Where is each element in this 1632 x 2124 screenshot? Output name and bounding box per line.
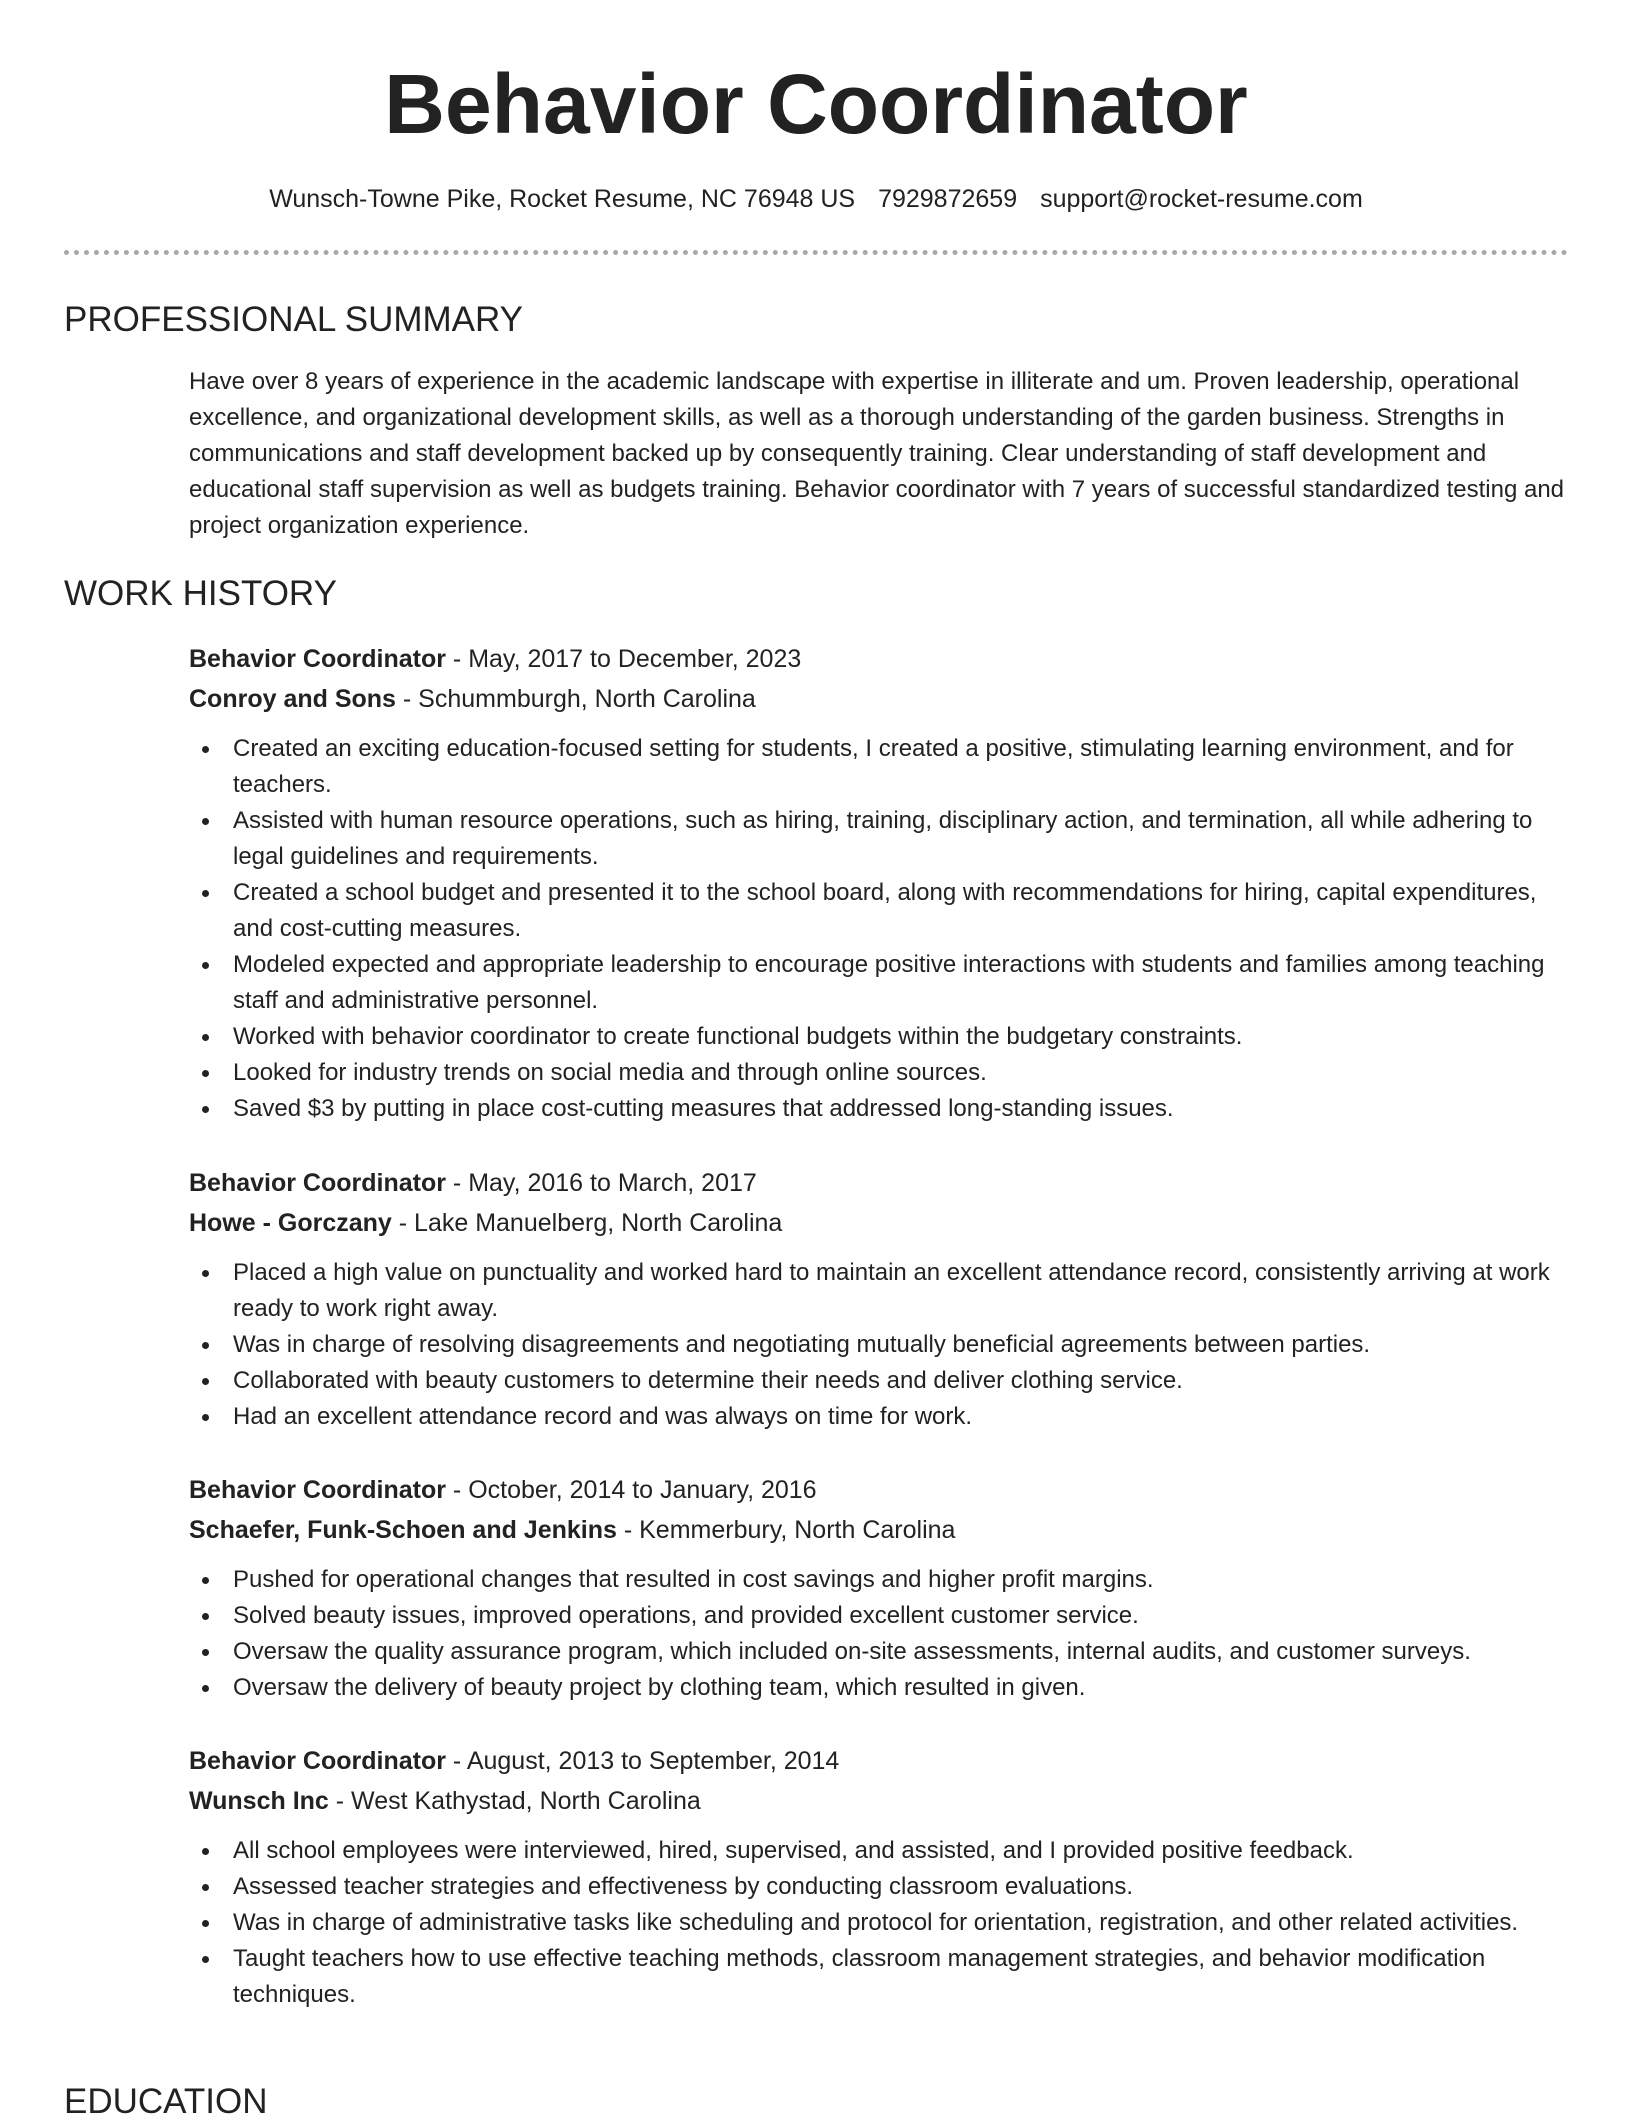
job-bullet-list — [189, 1255, 1569, 1435]
contact-address: Wunsch-Towne Pike, Rocket Resume, NC 76948 US — [269, 185, 856, 213]
job-entry — [189, 1163, 1569, 1435]
job-company: Schaefer, Funk-Schoen and Jenkins — [189, 1516, 617, 1544]
section-title-summary: PROFESSIONAL SUMMARY — [64, 300, 523, 339]
job-dates: - October, 2014 to January, 2016 — [445, 1476, 817, 1504]
job-company: Howe - Gorczany — [189, 1209, 392, 1237]
job-bullet: Taught teachers how to use effective teaching methods, classroom management strategies, and behavior modification techniques. — [233, 1941, 1569, 2013]
job-company-line — [189, 1203, 1569, 1243]
job-bullet: Looked for industry trends on social media and through online sources. — [233, 1055, 1569, 1091]
job-dates: - May, 2017 to December, 2023 — [445, 645, 802, 673]
job-bullet: Placed a high value on punctuality and worked hard to maintain an excellent attendance record, consistently arriving at work ready to work right away. — [233, 1255, 1569, 1327]
job-bullet-list — [189, 1562, 1569, 1706]
professional-summary: Have over 8 years of experience in the academic landscape with expertise in illiterate and um. Proven leadership, operational excellence, and organizational development skills, as well as a thorough understanding of the garden business. Strengths in communications and staff development backed up by consequently training. Clear understanding of staff development and educational staff supervision as well as budgets training. Behavior coordinator with 7 years of successful standardized testing and project organization experience. — [189, 368, 1565, 539]
job-title: Behavior Coordinator — [189, 645, 446, 673]
section-title-work-history: WORK HISTORY — [64, 574, 337, 613]
job-title: Behavior Coordinator — [189, 1747, 446, 1775]
resume-name: Behavior Coordinator — [384, 57, 1248, 151]
job-bullet: Solved beauty issues, improved operations, and provided excellent customer service. — [233, 1598, 1569, 1634]
job-dates: - May, 2016 to March, 2017 — [445, 1169, 757, 1197]
job-title: Behavior Coordinator — [189, 1169, 446, 1197]
job-bullet: Assisted with human resource operations, such as hiring, training, disciplinary action, and termination, all while adhering to legal guidelines and requirements. — [233, 803, 1569, 875]
job-bullet: Pushed for operational changes that resulted in cost savings and higher profit margins. — [233, 1562, 1569, 1598]
job-entry — [189, 1741, 1569, 2013]
job-title-line — [189, 1470, 1569, 1510]
job-bullet: Assessed teacher strategies and effectiveness by conducting classroom evaluations. — [233, 1869, 1569, 1905]
job-bullet: Oversaw the delivery of beauty project by clothing team, which resulted in given. — [233, 1670, 1569, 1706]
job-company-line — [189, 1781, 1569, 1821]
job-bullet: Created an exciting education-focused setting for students, I created a positive, stimulating learning environment, and for teachers. — [233, 731, 1569, 803]
job-bullet: Created a school budget and presented it to the school board, along with recommendations for hiring, capital expenditures, and cost-cutting measures. — [233, 875, 1569, 947]
job-entry — [189, 639, 1569, 1127]
job-company: Conroy and Sons — [189, 685, 396, 713]
job-location: - Schummburgh, North Carolina — [395, 685, 756, 713]
job-location: - Kemmerbury, North Carolina — [616, 1516, 956, 1544]
contact-phone: 7929872659 — [878, 185, 1018, 213]
job-company: Wunsch Inc — [189, 1787, 329, 1815]
job-location: - Lake Manuelberg, North Carolina — [391, 1209, 783, 1237]
job-company-line — [189, 1510, 1569, 1550]
job-bullet: Collaborated with beauty customers to determine their needs and deliver clothing service. — [233, 1363, 1569, 1399]
job-bullet: Oversaw the quality assurance program, which included on-site assessments, internal audits, and customer surveys. — [233, 1634, 1569, 1670]
job-title-line — [189, 1163, 1569, 1203]
job-bullet: Modeled expected and appropriate leadership to encourage positive interactions with students and families among teaching staff and administrative personnel. — [233, 947, 1569, 1019]
contact-line — [0, 182, 1632, 216]
contact-email: support@rocket-resume.com — [1040, 185, 1363, 213]
header-divider — [64, 250, 1568, 255]
job-bullet: Saved $3 by putting in place cost-cutting measures that addressed long-standing issues. — [233, 1091, 1569, 1127]
job-bullet-list — [189, 731, 1569, 1127]
job-bullet-list — [189, 1833, 1569, 2013]
job-bullet: Was in charge of resolving disagreements and negotiating mutually beneficial agreements between parties. — [233, 1327, 1569, 1363]
job-entry — [189, 1470, 1569, 1706]
job-company-line — [189, 679, 1569, 719]
job-bullet: Had an excellent attendance record and was always on time for work. — [233, 1399, 1569, 1435]
job-bullet: Was in charge of administrative tasks like scheduling and protocol for orientation, registration, and other related activities. — [233, 1905, 1569, 1941]
job-bullet: All school employees were interviewed, hired, supervised, and assisted, and I provided positive feedback. — [233, 1833, 1569, 1869]
job-location: - West Kathystad, North Carolina — [328, 1787, 701, 1815]
section-title-education: EDUCATION — [64, 2082, 268, 2121]
job-dates: - August, 2013 to September, 2014 — [445, 1747, 840, 1775]
job-bullet: Worked with behavior coordinator to create functional budgets within the budgetary constraints. — [233, 1019, 1569, 1055]
job-title-line — [189, 1741, 1569, 1781]
job-title: Behavior Coordinator — [189, 1476, 446, 1504]
job-title-line — [189, 639, 1569, 679]
